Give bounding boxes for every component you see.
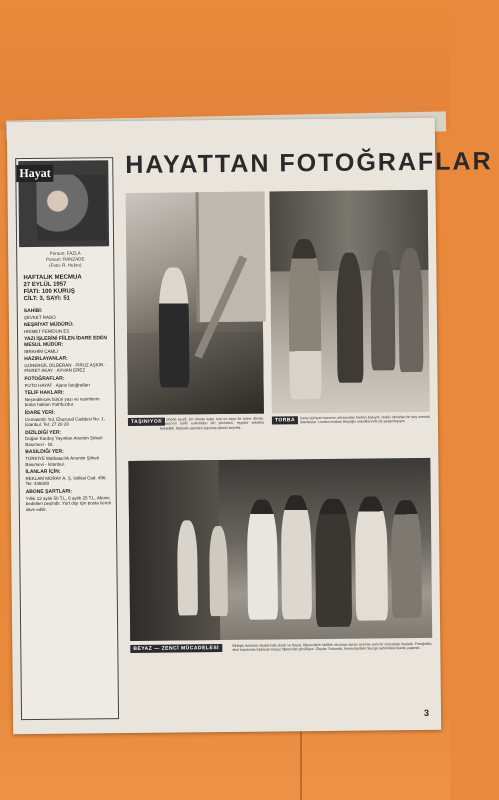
pedestrian-figure [370, 250, 395, 370]
student-figure [177, 520, 198, 615]
caption-text: Birleşik Amerika okullarında siyah ve beyaz öğrencilerin birlikte okuması kararı üzerine yeni bir mücadele başladı. Fotoğrafta, okul kapısında toplanan beyaz öğrenciler görülüyor. Olaylar Yukarıda, Kentucky'deki Sturgis şehrindeki lisede yaşandı. [232, 641, 433, 653]
staff-entry: YAZI İŞLERİNİ FİİLEN İDARE EDEN MESUL MÜDÜR: İBRAHİM ÇAMLI [24, 335, 108, 354]
cover-credit: Poruun: FAZLA [49, 250, 81, 256]
staff-entry: TELİF HAKLARI: Neşredilecek bütün yazı ve resimlerin bütün hakları mahfuzdur. [24, 389, 100, 408]
staff-entry: NEŞRİYAT MÜDÜRÜ: HİKMET FERİDUN ES [23, 321, 74, 334]
student-figure [281, 495, 312, 619]
student-figure [355, 496, 388, 620]
cover-photo [36, 174, 107, 241]
page-title: HAYATTAN FOTOĞRAFLAR [125, 147, 493, 180]
cover-credit: Poruun: RANZADE [45, 256, 85, 262]
magazine-kind: HAFTALIK MECMUA [23, 274, 82, 282]
magazine-page [7, 118, 493, 734]
caption-label: TAŞINIYOR [128, 418, 165, 426]
caption-text: Genç yürüyen hanımın arkasından herkes bakıyor. Hakkı olmadan bir şey sormak istemezler. Londra modası Beyoğlu sokaklarında da yaygınlaşıyor. [299, 414, 430, 425]
staff-entry: DİZİLDİĞİ YER: Doğan Kardeş Yayınları Anonim Şirketi Basımevi - İst. [25, 429, 103, 447]
staff-list [24, 308, 112, 512]
man-figure [158, 267, 189, 387]
staff-entry: İLANLAR İÇİN: REKLAM MORAY A. Ş. İstiklal Cad. 496. Tel: 446609 [25, 468, 107, 487]
issue-date: 27 EYLÜL 1957 [23, 281, 67, 289]
student-figure [209, 526, 228, 616]
cover-credit: (Foto: R. Hekro) [49, 262, 82, 268]
student-figure [247, 499, 278, 619]
caption-label: BEYAZ — ZENCİ MÜCADELESİ [130, 644, 222, 653]
caption-text: Bir cihede tavzif, bir cihede kalıp mal ve eşya ile evine döndü. Ankara'nın tarihi evlerinden biri yıkılırken, eşyalar sokakta bekletildi. Mahalle sakinleri taşınma işlerini seyretti. [159, 416, 264, 431]
caption-label: TORBA [272, 416, 298, 424]
student-figure [315, 499, 352, 627]
woman-figure [288, 239, 322, 399]
photo-moving-man [126, 192, 264, 415]
magazine-logo: Hayat [16, 165, 54, 182]
issue-info [23, 274, 109, 303]
staff-entry: SAHİBİ: ŞEVKET RADO [23, 307, 56, 320]
staff-entry: İDARE YERİ: Cemalettin Yol, Ebusuud Caddesi No. 1, İstanbul. Tel: 27 28 28 [24, 409, 106, 428]
issue-volume: CİLT: 3, SAYI: 51 [23, 295, 71, 303]
photo-school-students [128, 458, 432, 641]
issue-price: FİATI: 100 KURUŞ [23, 288, 75, 296]
rubble [127, 332, 264, 415]
school-entrance [128, 460, 220, 641]
photo-walking-woman [270, 190, 430, 414]
masthead-sidebar [15, 157, 119, 720]
pedestrian-figure [336, 253, 363, 383]
staff-entry: ABONE ŞARTLARI: Yıllık 12 aylık 50 T.L. 6 aylık 25 T.L. Abone bedelleri peşindir. Yurt dışı için posta ücreti ilave edilir. [25, 488, 112, 512]
orange-background [0, 0, 450, 130]
building-facade [196, 192, 266, 323]
staff-entry: FOTOĞRAFLAR: FOTO HAYAT · Ajans fotoğrafları [24, 375, 90, 388]
pedestrian-figure [398, 248, 423, 372]
staff-entry: HAZIRLAYANLAR: GÜNERGİL DİLBERAN · FİRUZ AŞKIN · FİKRET AKAY · AYHAN EREZ [24, 355, 106, 374]
student-figure [391, 500, 422, 618]
staff-entry: BASILDIĞI YER: TÜRKİYE Matbaacılık Anonim Şirketi Basımevi - İstanbul. [25, 449, 100, 467]
page-number: 3 [423, 707, 430, 718]
